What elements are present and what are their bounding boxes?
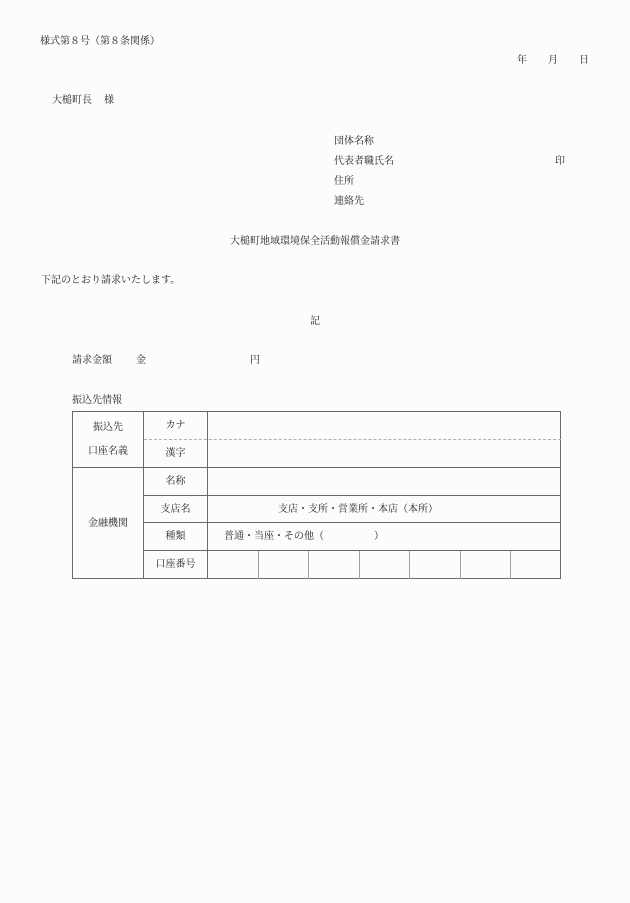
account-digit-7[interactable] (511, 551, 561, 579)
kana-input[interactable] (208, 412, 561, 440)
account-digit-5[interactable] (410, 551, 461, 579)
bank-name-input[interactable] (208, 468, 561, 496)
branch-label: 支店名 (144, 496, 208, 523)
ki-heading: 記 (310, 316, 320, 327)
bank-group-text: 金融機関 (88, 517, 128, 529)
account-digit-2[interactable] (259, 551, 310, 579)
amount-prefix: 金 (136, 355, 146, 366)
account-holder-group-line2: 口座名義 (88, 446, 128, 457)
branch-options: 支店・支所・営業所・本店（本所） (278, 503, 438, 515)
addressee-name: 大槌町長 (52, 95, 92, 106)
date-day-label: 日 (579, 55, 589, 66)
addressee (52, 96, 114, 106)
bank-info-table (72, 411, 561, 579)
account-holder-group-line1: 振込先 (93, 422, 123, 433)
account-number-field (208, 551, 561, 579)
applicant-block (334, 137, 394, 217)
representative-label: 代表者職氏名 (334, 156, 394, 167)
account-holder-group-label (73, 412, 144, 468)
date-month-label: 月 (548, 55, 558, 66)
account-digit-1[interactable] (208, 551, 259, 579)
seal-mark: 印 (555, 156, 565, 167)
bank-name-label: 名称 (144, 468, 208, 496)
kanji-input[interactable] (208, 440, 561, 468)
account-type-options: 普通・当座・その他（ ） (224, 531, 384, 542)
kanji-label: 漢字 (144, 440, 208, 468)
addressee-honorific: 様 (104, 95, 114, 106)
address-label: 住所 (334, 176, 354, 187)
org-name-label: 団体名称 (334, 136, 374, 147)
transfer-heading: 振込先情報 (72, 395, 122, 406)
contact-label: 連絡先 (334, 196, 364, 207)
bank-group-label (73, 468, 144, 579)
account-number-label: 口座番号 (144, 551, 208, 579)
account-number-digits (208, 551, 561, 579)
amount-unit: 円 (250, 355, 260, 366)
amount-row (72, 356, 260, 366)
form-number: 様式第８号（第８条関係） (40, 36, 160, 47)
account-digit-3[interactable] (309, 551, 360, 579)
kana-kanji-divider (144, 439, 561, 440)
date-year-label: 年 (517, 55, 527, 66)
account-type-field[interactable] (208, 523, 561, 551)
body-text: 下記のとおり請求いたします。 (41, 275, 181, 286)
kana-label: カナ (144, 412, 208, 440)
amount-label: 請求金額 (72, 355, 112, 366)
account-digit-6[interactable] (461, 551, 512, 579)
date-field (517, 56, 589, 66)
document-title: 大槌町地域環境保全活動報償金請求書 (230, 236, 400, 247)
branch-field[interactable] (208, 496, 561, 523)
account-type-label: 種類 (144, 523, 208, 551)
account-digit-4[interactable] (360, 551, 411, 579)
